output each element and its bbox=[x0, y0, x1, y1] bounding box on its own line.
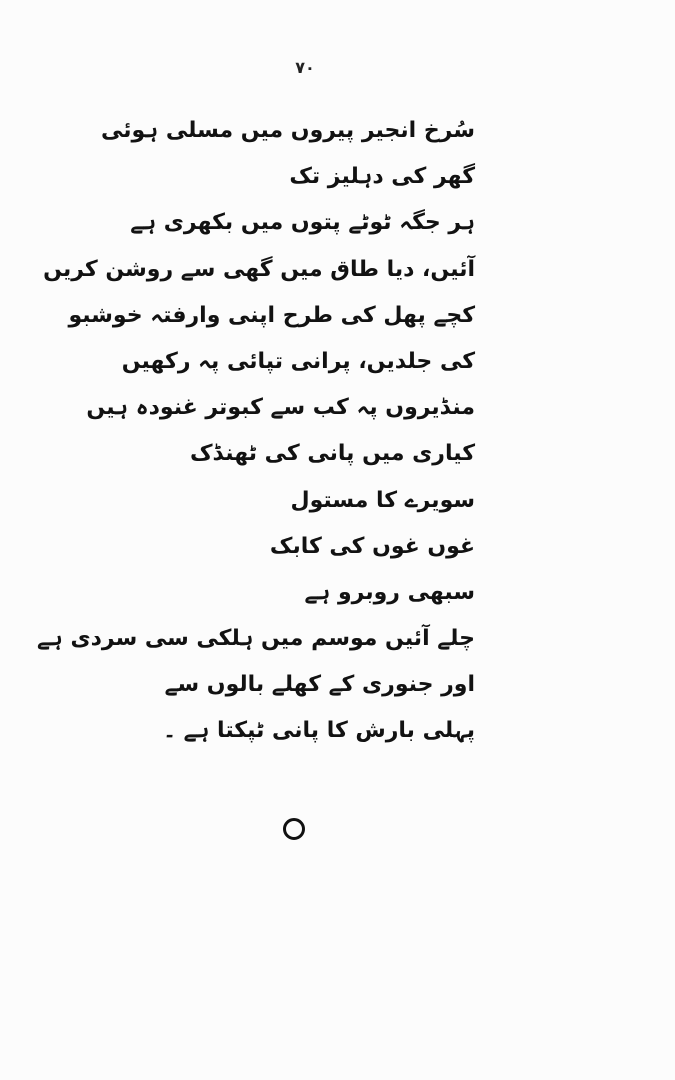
poem-line: پہلی بارش کا پانی ٹپکتا ہے ۔ bbox=[163, 718, 475, 744]
poem-line: آئیں، دیا طاق میں گھی سے روشن کریں bbox=[43, 256, 475, 282]
poem-line: سبھی روبرو ہے bbox=[304, 579, 475, 605]
poem-line: گھر کی دہلیز تک bbox=[289, 164, 475, 190]
poem-line: غوں غوں کی کابک bbox=[269, 533, 475, 559]
poem-line: کی جلدیں، پرانی تپائی پہ رکھیں bbox=[121, 348, 475, 374]
page-number: ۷۰ bbox=[295, 58, 315, 77]
poem-line: چلے آئیں موسم میں ہلکی سی سردی ہے bbox=[37, 626, 475, 652]
poem-end-ornament-icon bbox=[283, 818, 305, 840]
poem-line: منڈیروں پہ کب سے کبوتر غنودہ ہیں bbox=[86, 395, 475, 421]
poem-line: اور جنوری کے کھلے بالوں سے bbox=[164, 672, 475, 698]
poem-line: کچے پھل کی طرح اپنی وارفتہ خوشبو bbox=[68, 302, 475, 328]
poem-line: سُرخ انجیر پیروں میں مسلی ہوئی bbox=[100, 118, 475, 143]
poem-line: سویرے کا مستول bbox=[290, 487, 475, 513]
poem-line: ہر جگہ ٹوٹے پتوں میں بکھری ہے bbox=[130, 210, 475, 236]
poem bbox=[37, 108, 475, 755]
poem-line: کیاری میں پانی کی ٹھنڈک bbox=[190, 441, 475, 467]
